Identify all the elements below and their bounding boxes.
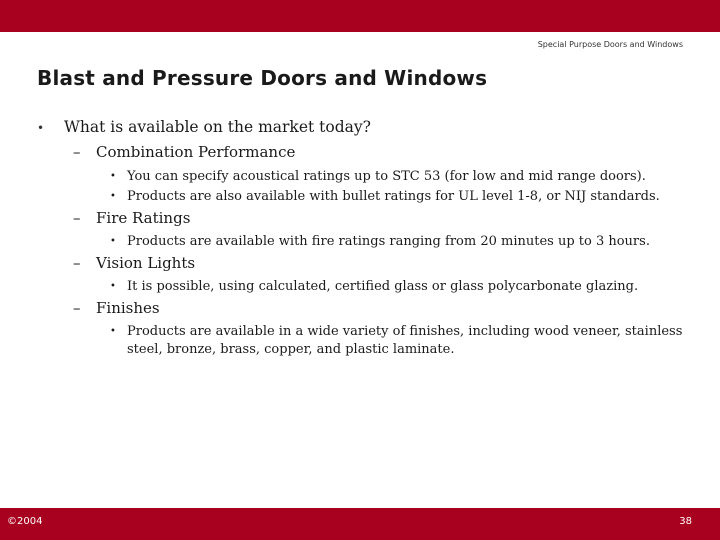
list-item-text: Products are available in a wide variety of finishes, including wood veneer, stainless steel, bronze, brass, copper, and plastic laminate. (127, 324, 683, 357)
bullet-icon: • (110, 236, 116, 247)
dash-icon: – (73, 143, 81, 161)
bullet-icon: • (110, 171, 116, 182)
bullet-icon: • (110, 191, 116, 202)
list-item (110, 233, 690, 251)
bullet-icon: • (110, 281, 116, 292)
list-item-text: Products are available with fire ratings ranging from 20 minutes up to 3 hours. (127, 234, 650, 249)
main-bullet-text: What is available on the market today? (64, 118, 371, 136)
page-number: 38 (679, 516, 692, 527)
top-brand-bar (0, 0, 720, 32)
dash-icon: – (73, 209, 81, 227)
list-item-text: You can specify acoustical ratings up to STC 53 (for low and mid range doors). (127, 169, 646, 184)
section-heading-text: Combination Performance (96, 143, 296, 161)
section-heading-text: Vision Lights (96, 254, 196, 272)
dash-icon: – (73, 299, 81, 317)
section-heading-text: Finishes (96, 299, 160, 317)
list-item (110, 323, 690, 359)
slide-title: Blast and Pressure Doors and Windows (37, 66, 488, 90)
bottom-brand-bar (0, 508, 720, 540)
bullet-icon: • (37, 121, 45, 135)
header-caption: Special Purpose Doors and Windows (537, 40, 683, 49)
dash-icon: – (73, 254, 81, 272)
list-item-text: It is possible, using calculated, certified glass or glass polycarbonate glazing. (127, 279, 639, 294)
list-item (110, 188, 690, 206)
list-item-text: Products are also available with bullet ratings for UL level 1-8, or NIJ standards. (127, 189, 660, 204)
section-heading-text: Fire Ratings (96, 209, 191, 227)
list-item (110, 278, 690, 296)
copyright-text: ©2004 (7, 516, 43, 527)
bullet-icon: • (110, 326, 116, 337)
list-item (110, 168, 690, 186)
